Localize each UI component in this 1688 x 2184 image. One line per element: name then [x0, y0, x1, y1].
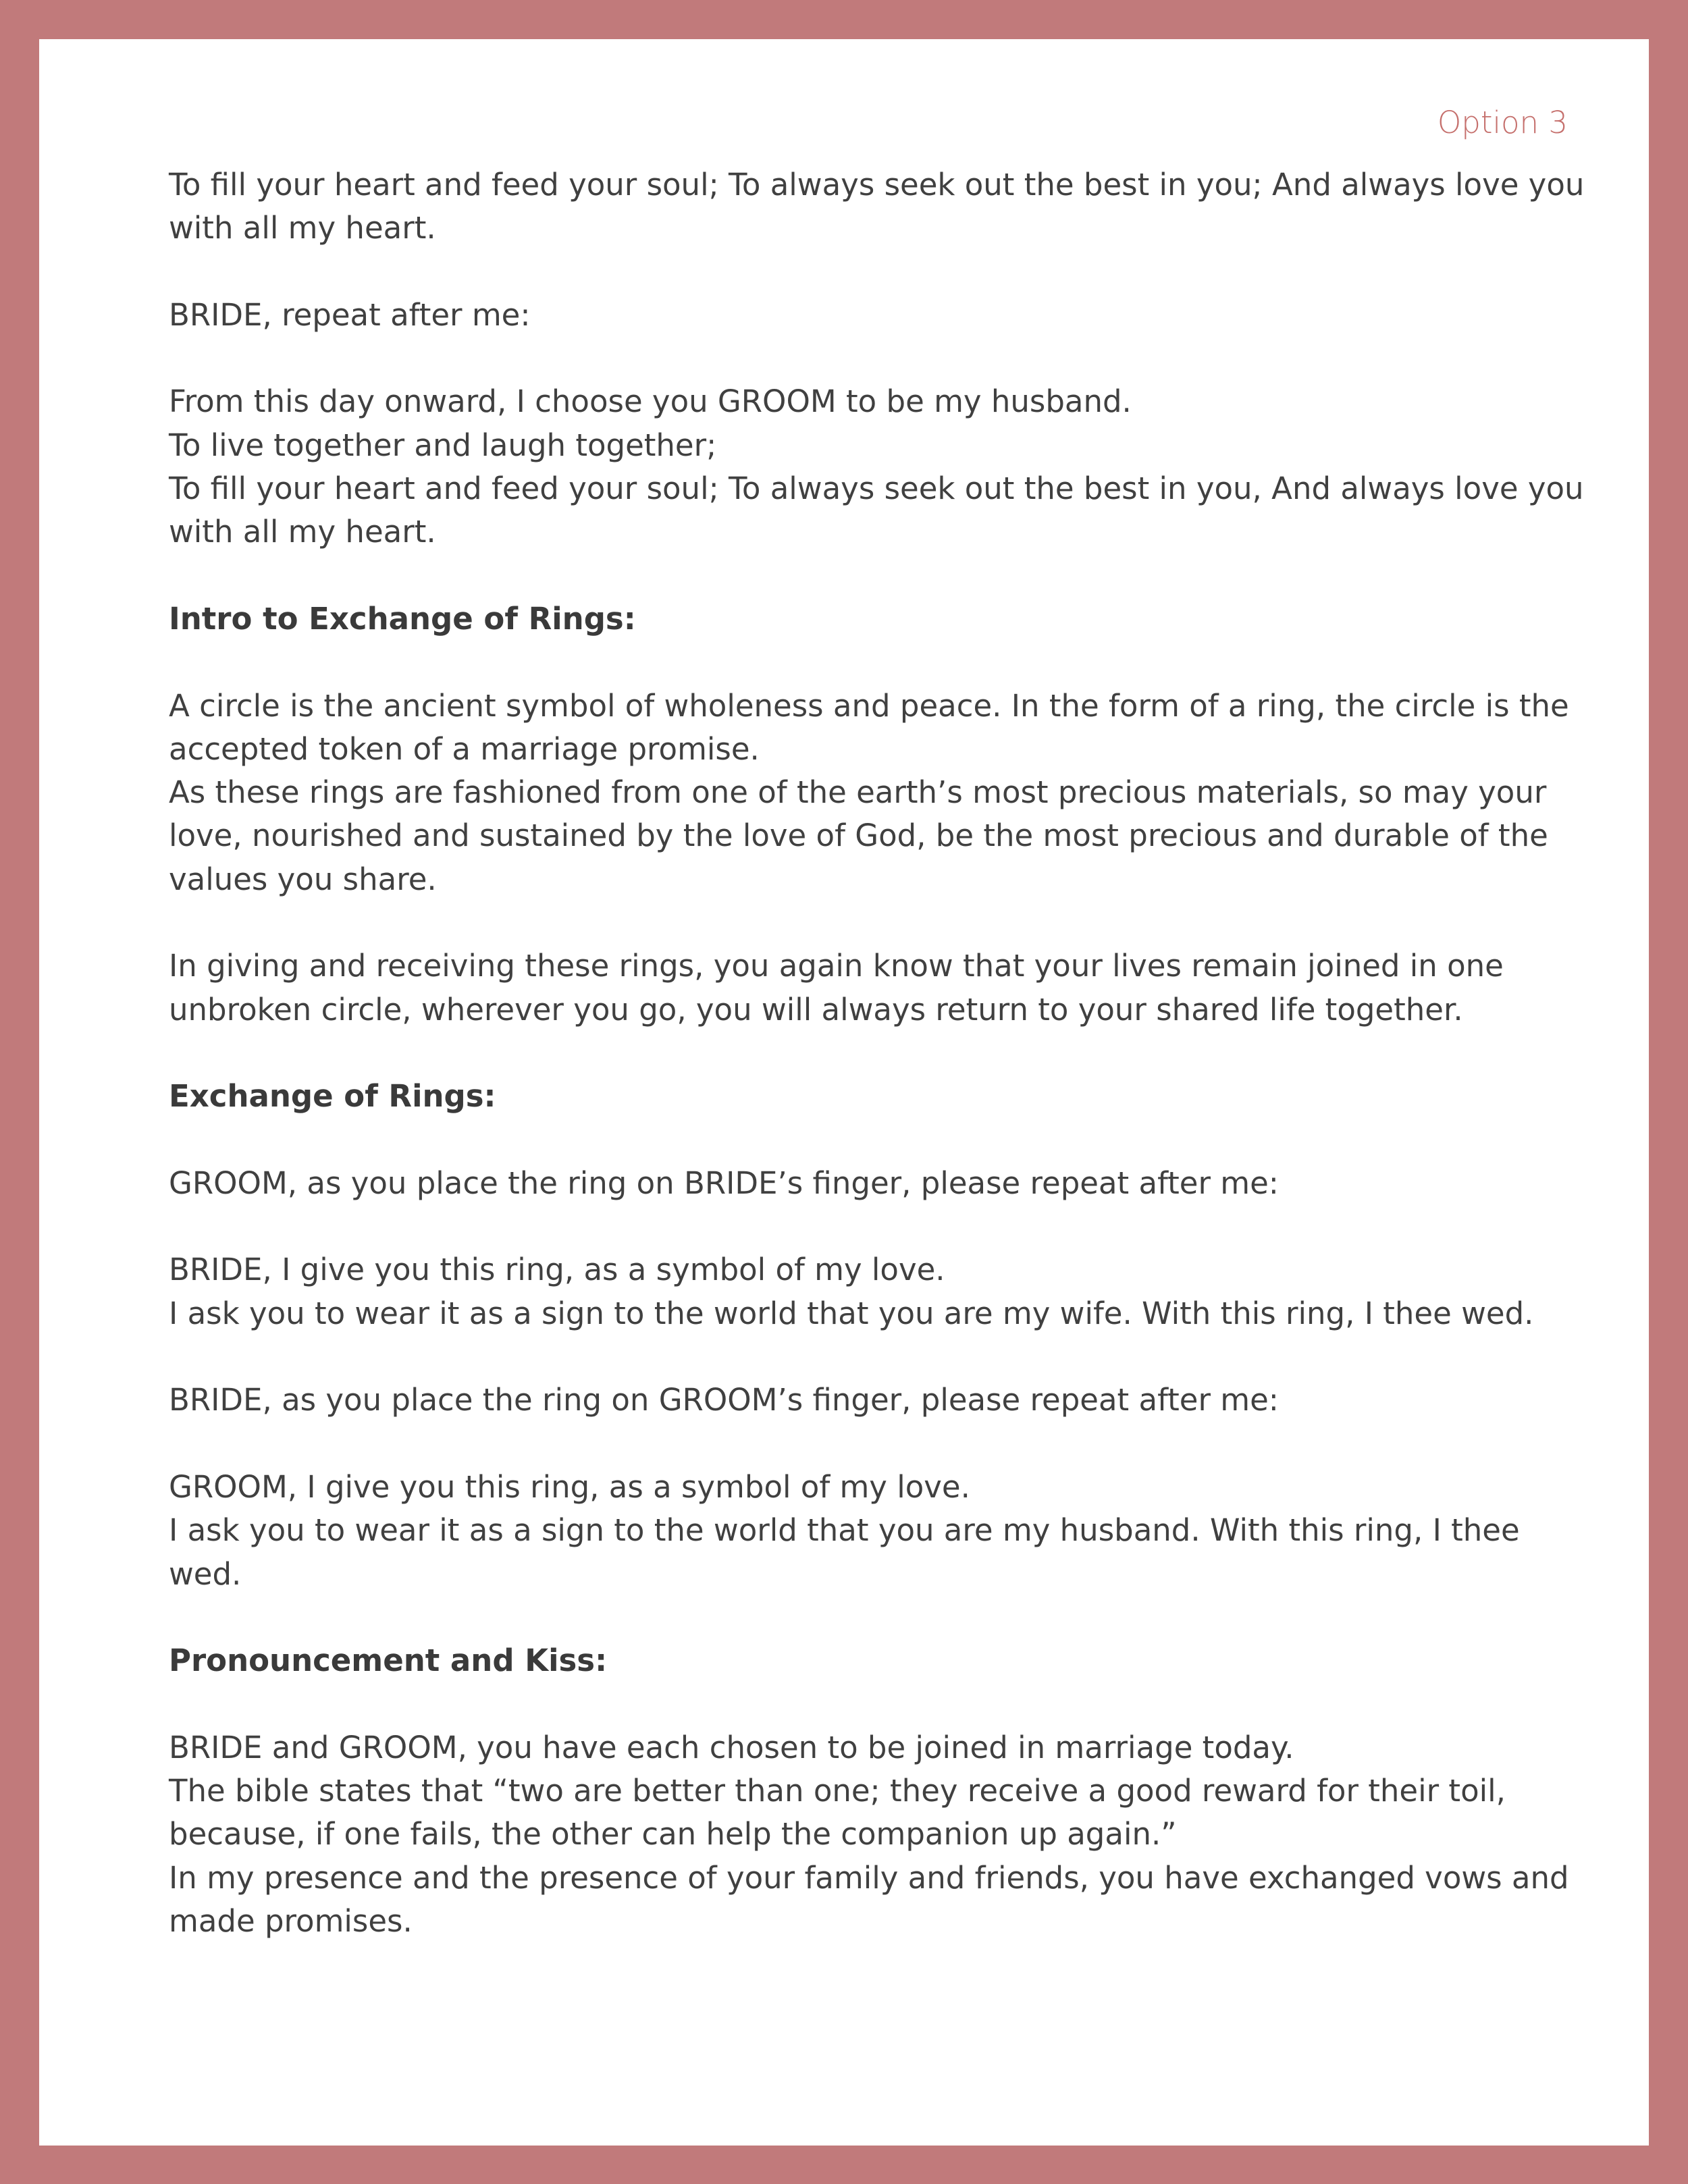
text-line: GROOM, I give you this ring, as a symbol of my love.	[169, 1468, 970, 1505]
rings-intro-heading: Intro to Exchange of Rings:	[169, 600, 636, 637]
groom-ring-prompt	[169, 1162, 1600, 1205]
text-line: GROOM, as you place the ring on BRIDE’s finger, please repeat after me:	[169, 1165, 1279, 1201]
text-line: I ask you to wear it as a sign to the world that you are my wife. With this ring, I thee wed.	[169, 1295, 1534, 1331]
text-line: The bible states that “two are better than one; they receive a good reward for their toil, because, if one fails, the other can help the companion up again.”	[169, 1772, 1506, 1853]
text-line: BRIDE, I give you this ring, as a symbol of my love.	[169, 1252, 945, 1288]
text-line: I ask you to wear it as a sign to the world that you are my husband. With this ring, I thee wed.	[169, 1512, 1520, 1592]
bride-ring-vow	[169, 1466, 1600, 1596]
bride-ring-prompt	[169, 1379, 1600, 1422]
exchange-of-rings-heading: Exchange of Rings:	[169, 1078, 496, 1115]
document-sheet	[39, 39, 1649, 2146]
rings-intro-paragraph-2	[169, 944, 1600, 1032]
text-line: BRIDE and GROOM, you have each chosen to be joined in marriage today.	[169, 1729, 1294, 1765]
groom-ring-vow	[169, 1248, 1600, 1335]
ceremony-text	[169, 163, 1600, 1986]
option-label: Option 3	[1437, 105, 1568, 140]
text-line: To fill your heart and feed your soul; To always seek out the best in you; And always love you with all my heart.	[169, 167, 1585, 246]
groom-vow-ending	[169, 163, 1600, 250]
text-line: BRIDE, repeat after me:	[169, 296, 531, 333]
text-line: In giving and receiving these rings, you again know that your lives remain joined in one unbroken circle, wherever you go, you will always return to your shared life together.	[169, 948, 1504, 1028]
text-line: A circle is the ancient symbol of wholeness and peace. In the form of a ring, the circle is the accepted token of a marriage promise.	[169, 687, 1569, 767]
text-line: To live together and laugh together;	[169, 427, 717, 463]
text-line: To fill your heart and feed your soul; To always seek out the best in you, And always love you with all my heart.	[169, 471, 1584, 550]
rings-intro-paragraph-1	[169, 685, 1600, 901]
text-line: BRIDE, as you place the ring on GROOM’s finger, please repeat after me:	[169, 1382, 1279, 1418]
bride-vow	[169, 380, 1600, 554]
bride-repeat-prompt	[169, 294, 1600, 337]
text-line: As these rings are fashioned from one of the earth’s most precious materials, so may your love, nourished and sustained by the love of God, be the most precious and durable of the values you share.	[169, 774, 1548, 897]
pronouncement-heading: Pronouncement and Kiss:	[169, 1643, 608, 1679]
text-line: From this day onward, I choose you GROOM to be my husband.	[169, 383, 1132, 420]
text-line: In my presence and the presence of your family and friends, you have exchanged vows and made promises.	[169, 1859, 1569, 1939]
pronouncement-paragraph	[169, 1726, 1600, 1943]
